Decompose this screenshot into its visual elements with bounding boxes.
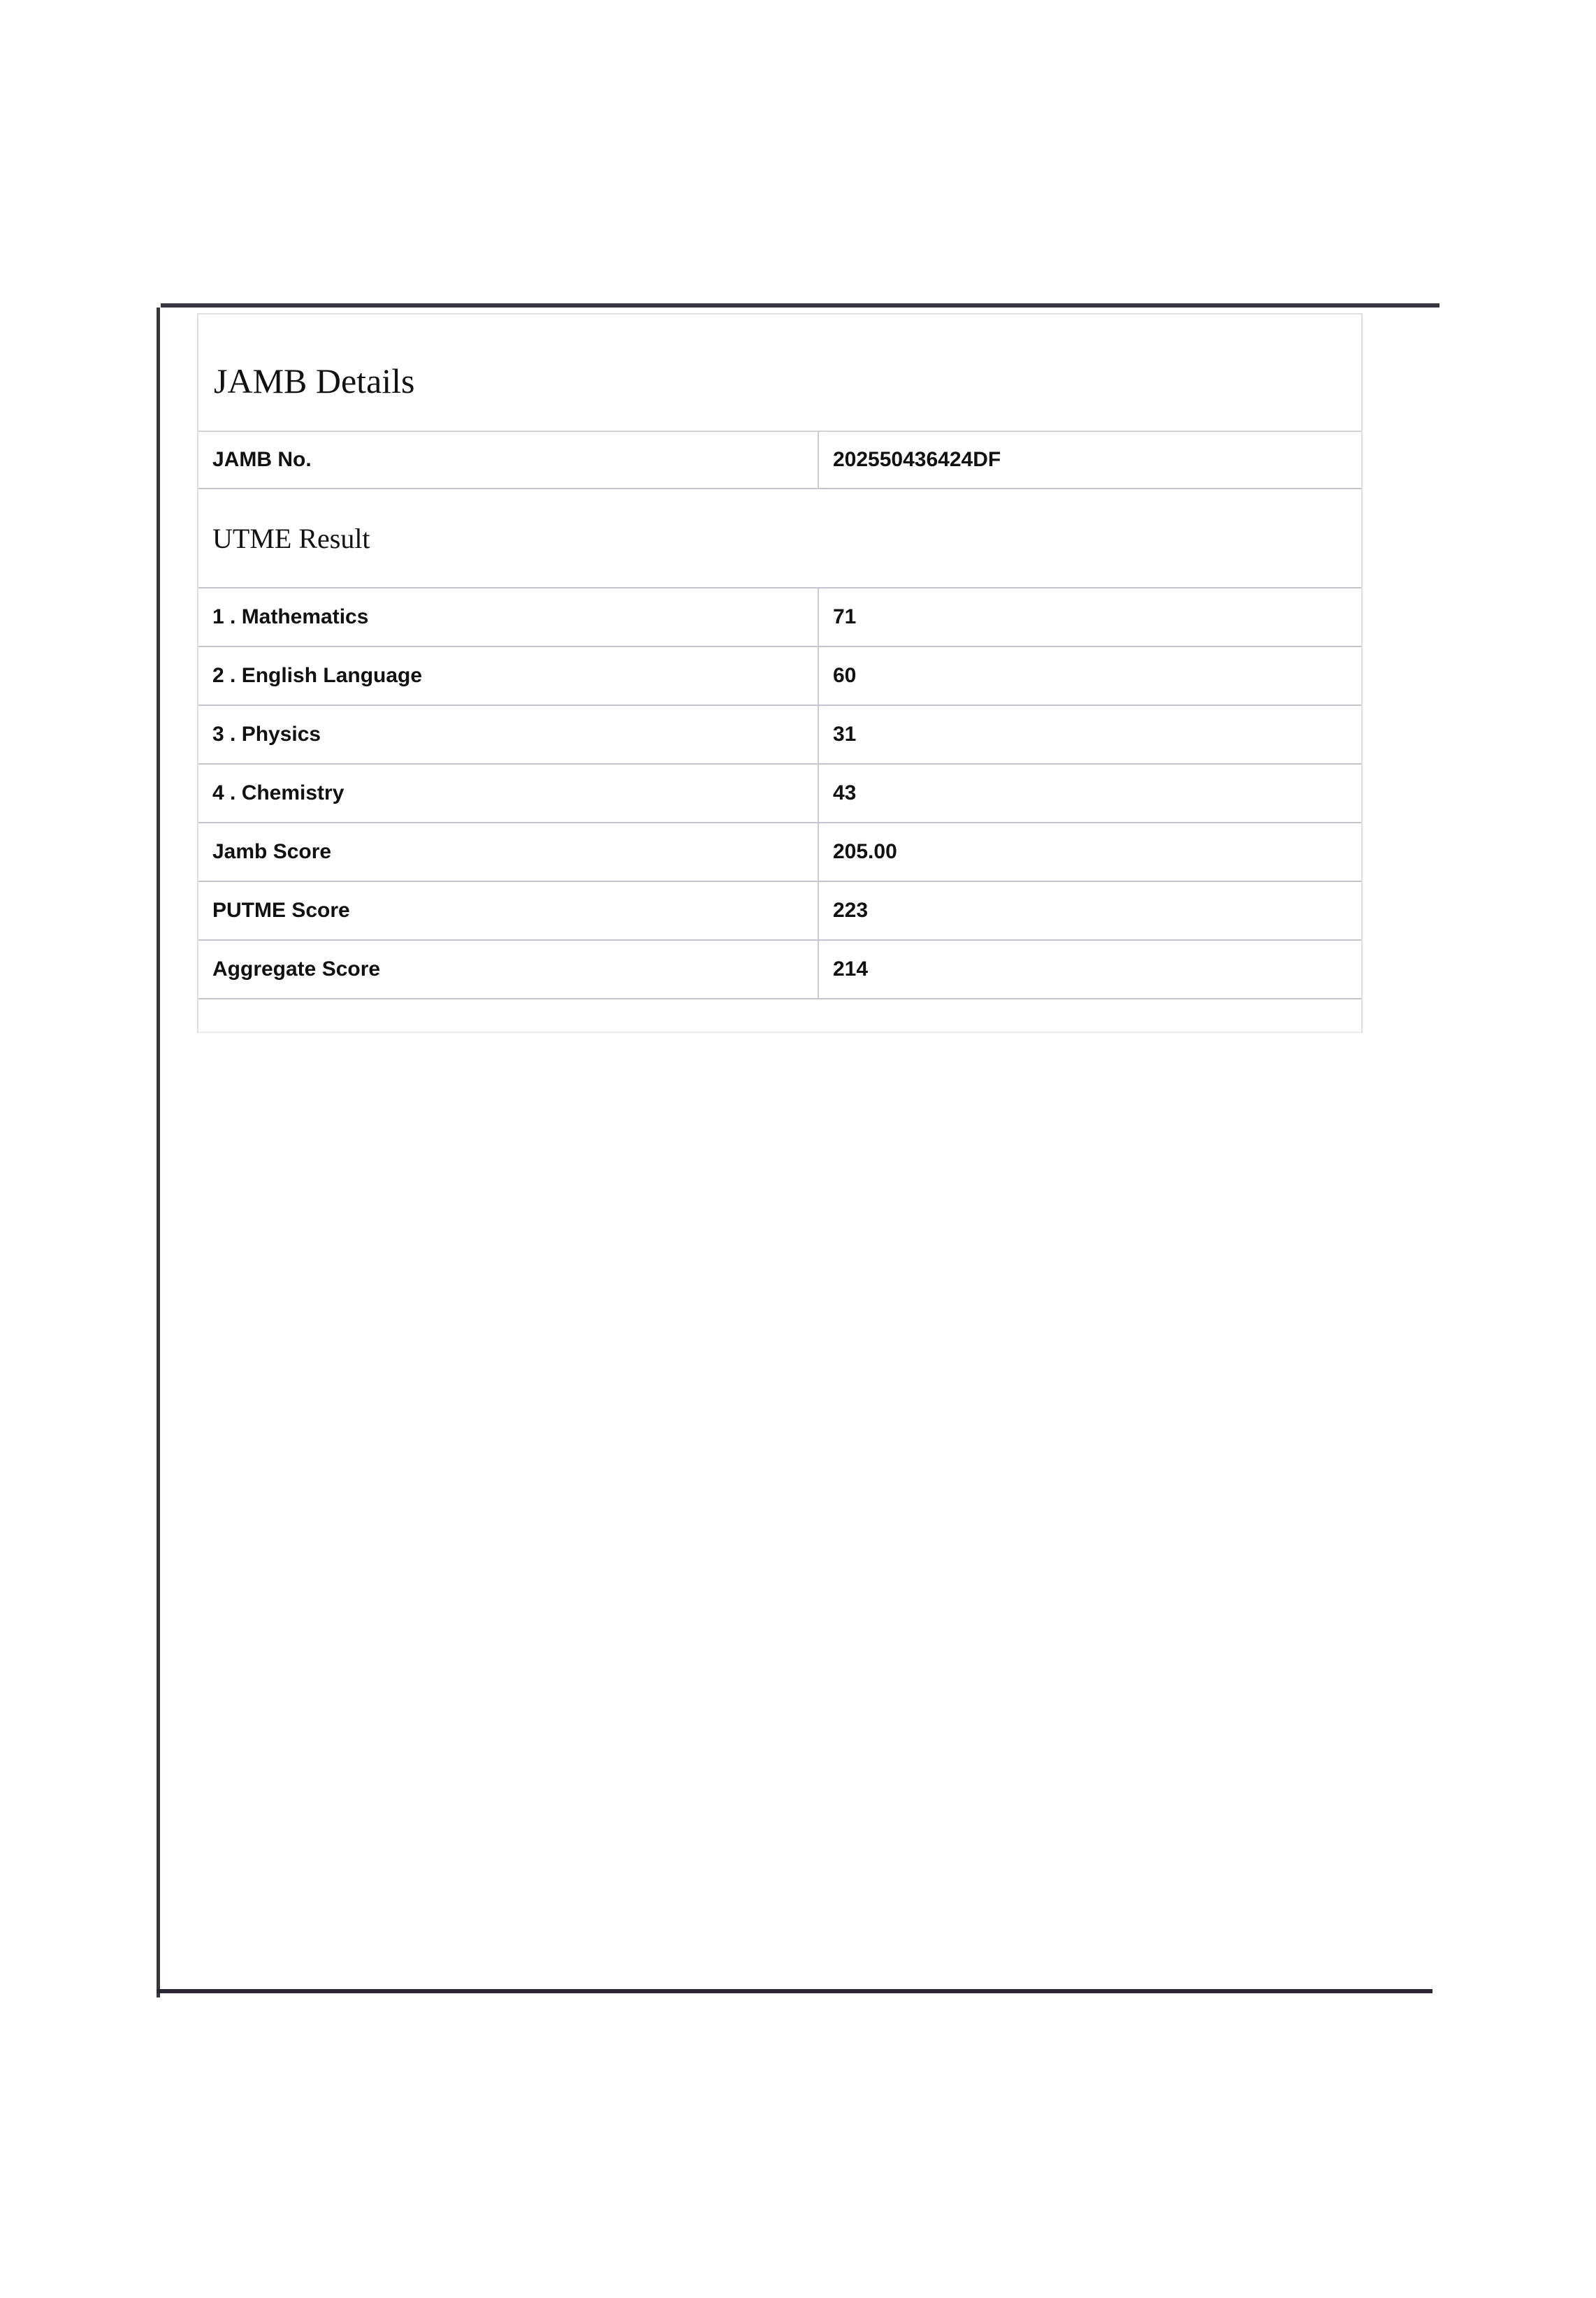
subject-row	[198, 646, 1361, 705]
subject-row	[198, 764, 1361, 823]
page-frame-top-line	[161, 303, 1439, 308]
putme-score-label: PUTME Score	[198, 881, 818, 940]
subject-score: 71	[818, 588, 1361, 646]
jamb-details-panel	[197, 313, 1363, 1033]
page-frame-left-line	[157, 308, 160, 1997]
aggregate-score-row	[198, 940, 1361, 999]
putme-score-row	[198, 881, 1361, 940]
panel-title: JAMB Details	[198, 315, 1361, 432]
subject-score: 43	[818, 764, 1361, 823]
subject-label: 3 . Physics	[198, 705, 818, 764]
jamb-score-row	[198, 823, 1361, 881]
subject-row	[198, 705, 1361, 764]
subject-label: 4 . Chemistry	[198, 764, 818, 823]
subject-score: 31	[818, 705, 1361, 764]
utme-section-title: UTME Result	[198, 489, 1361, 588]
subject-label: 1 . Mathematics	[198, 588, 818, 646]
subject-score: 60	[818, 646, 1361, 705]
panel-footer-spacer	[198, 999, 1361, 1033]
jamb-details-table	[198, 432, 1361, 999]
putme-score-value: 223	[818, 881, 1361, 940]
jamb-number-row	[198, 432, 1361, 489]
subject-label: 2 . English Language	[198, 646, 818, 705]
utme-section-row	[198, 489, 1361, 588]
aggregate-score-label: Aggregate Score	[198, 940, 818, 999]
aggregate-score-value: 214	[818, 940, 1361, 999]
jamb-score-value: 205.00	[818, 823, 1361, 881]
subject-row	[198, 588, 1361, 646]
jamb-number-label: JAMB No.	[198, 432, 818, 489]
jamb-score-label: Jamb Score	[198, 823, 818, 881]
page-frame-bottom-line	[157, 1989, 1432, 1993]
jamb-number-value: 202550436424DF	[818, 432, 1361, 489]
